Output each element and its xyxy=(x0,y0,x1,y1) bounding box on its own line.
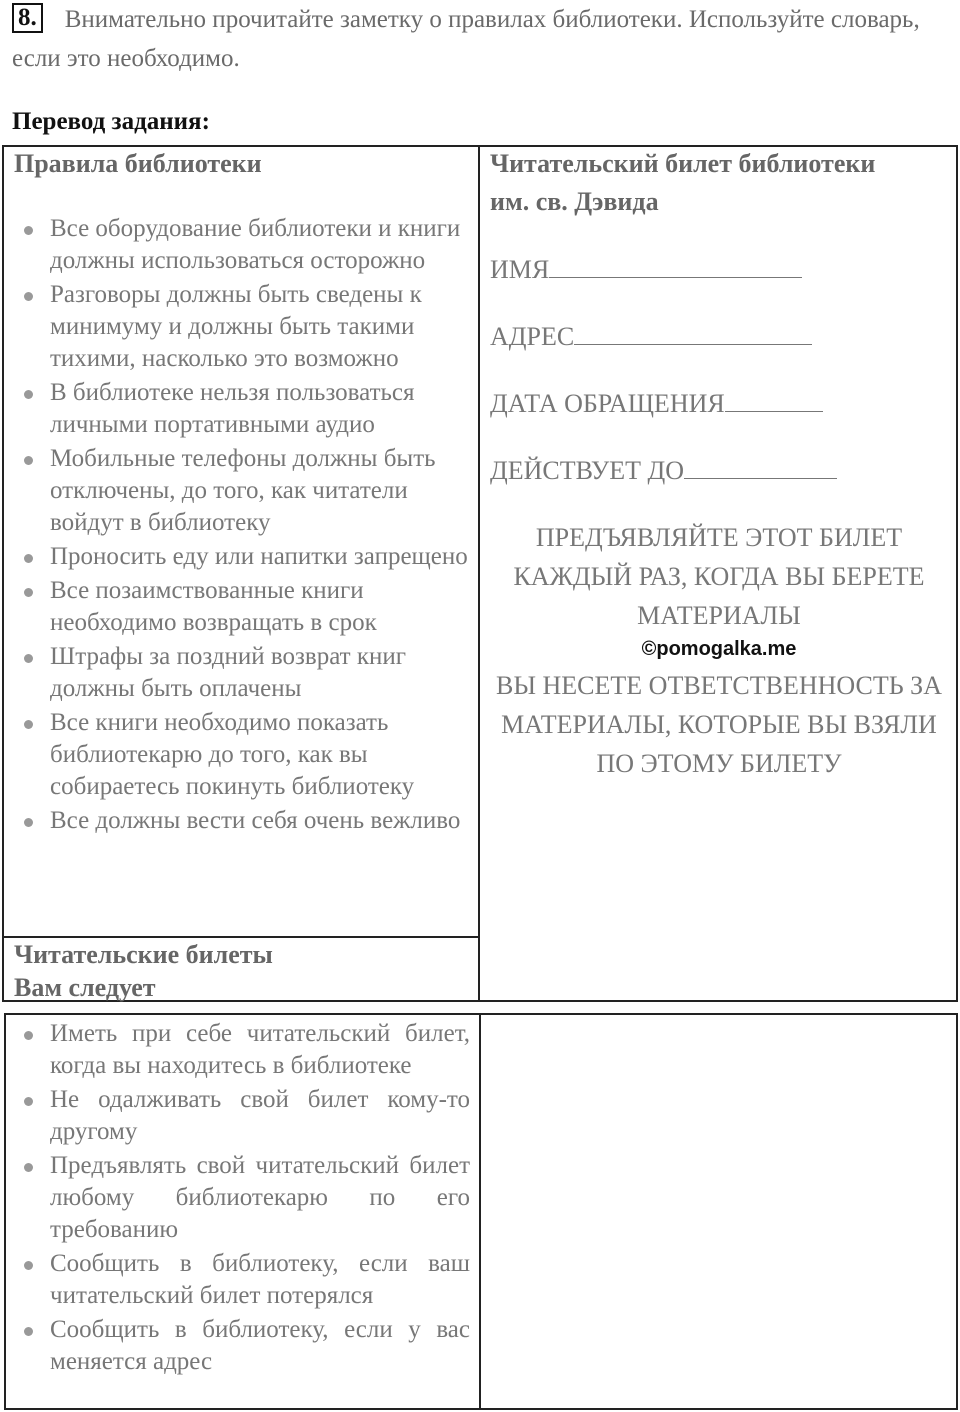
list-item xyxy=(14,1314,470,1378)
bullet-icon xyxy=(24,588,33,597)
card-field-name xyxy=(490,255,948,285)
bullet-icon xyxy=(24,1327,33,1336)
bullet-icon xyxy=(24,456,33,465)
list-item-text: Не одалживать свой билет кому-то другому xyxy=(50,1086,470,1145)
bullet-icon xyxy=(24,1261,33,1270)
library-card-cell xyxy=(490,145,948,783)
list-item-text: Разговоры должны быть сведены к минимуму и должны быть такими тихими, насколько это возможно xyxy=(50,281,422,372)
translation-heading: Перевод задания: xyxy=(12,108,210,135)
bullet-icon xyxy=(24,226,33,235)
card-field-label: ДЕЙСТВУЕТ ДО xyxy=(490,456,685,485)
list-item-text: Иметь при себе читательский билет, когда вы находитесь в библиотеке xyxy=(50,1020,470,1079)
bullet-icon xyxy=(24,1031,33,1040)
fill-line[interactable] xyxy=(725,389,823,412)
task-instruction xyxy=(12,0,948,78)
bullet-icon xyxy=(24,554,33,563)
card-title-line2: им. св. Дэвида xyxy=(490,187,659,216)
bullet-icon xyxy=(24,390,33,399)
list-item-text: Все оборудование библиотеки и книги должны использоваться осторожно xyxy=(50,215,461,274)
bullet-icon xyxy=(24,1163,33,1172)
list-item xyxy=(14,279,470,375)
bullet-icon xyxy=(24,818,33,827)
task-text: Внимательно прочитайте заметку о правилах библиотеки. Используйте словарь, если это необходимо. xyxy=(12,6,920,72)
list-item xyxy=(14,1248,470,1312)
bullet-icon xyxy=(24,292,33,301)
list-item-text: Все книги необходимо показать библиотекарю до того, как вы собираетесь покинуть библиотеку xyxy=(50,709,415,800)
task-number: 8. xyxy=(12,3,43,33)
bullet-icon xyxy=(24,1097,33,1106)
list-item-text: Мобильные телефоны должны быть отключены, до того, как читатели войдут в библиотеку xyxy=(50,445,436,536)
rules-cell xyxy=(14,145,470,839)
card-notice-present: ПРЕДЪЯВЛЯЙТЕ ЭТОТ БИЛЕТ КАЖДЫЙ РАЗ, КОГДА ВЫ БЕРЕТЕ МАТЕРИАЛЫ xyxy=(513,523,925,630)
tickets-title: Читательские билеты xyxy=(14,940,273,969)
rules-title: Правила библиотеки xyxy=(14,149,262,178)
bullet-icon xyxy=(24,720,33,729)
list-item xyxy=(14,377,470,441)
tickets-heading-cell xyxy=(14,938,470,1004)
lower-table-divider xyxy=(479,1013,481,1410)
list-item xyxy=(14,1018,470,1082)
list-item-text: Проносить еду или напитки запрещено xyxy=(50,543,468,570)
card-field-label: ИМЯ xyxy=(490,255,550,284)
fill-line[interactable] xyxy=(549,255,802,278)
list-item xyxy=(14,213,470,277)
list-item xyxy=(14,1084,470,1148)
card-title-line1: Читательский билет библиотеки xyxy=(490,149,876,178)
list-item xyxy=(14,805,470,837)
list-item-text: Предъявлять свой читательский билет любому библиотекарю по его требованию xyxy=(50,1152,470,1243)
list-item-text: Штрафы за поздний возврат книг должны быть оплачены xyxy=(50,643,407,702)
tickets-subtitle: Вам следует xyxy=(14,973,156,1002)
list-item-text: В библиотеке нельзя пользоваться личными портативными аудио xyxy=(50,379,415,438)
card-field-valid-until xyxy=(490,456,948,486)
list-item xyxy=(14,443,470,539)
list-item xyxy=(14,641,470,705)
fill-line[interactable] xyxy=(684,456,837,479)
list-item xyxy=(14,1150,470,1246)
list-item xyxy=(14,541,470,573)
list-item-text: Сообщить в библиотеку, если ваш читательский билет потерялся xyxy=(50,1250,470,1309)
list-item xyxy=(14,575,470,639)
list-item-text: Все должны вести себя очень вежливо xyxy=(50,807,461,834)
fill-line[interactable] xyxy=(574,322,812,345)
list-item-text: Все позаимствованные книги необходимо возвращать в срок xyxy=(50,577,377,636)
list-item-text: Сообщить в библиотеку, если у вас меняется адрес xyxy=(50,1316,470,1375)
list-item xyxy=(14,707,470,803)
card-field-label: ДАТА ОБРАЩЕНИЯ xyxy=(490,389,725,418)
tickets-list xyxy=(14,1018,470,1378)
card-notice-responsibility: ВЫ НЕСЕТЕ ОТВЕТСТВЕННОСТЬ ЗА МАТЕРИАЛЫ, КОТОРЫЕ ВЫ ВЗЯЛИ ПО ЭТОМУ БИЛЕТУ xyxy=(496,671,942,778)
upper-table-divider xyxy=(478,145,480,1002)
tickets-cell xyxy=(14,1018,470,1380)
watermark: ©pomogalka.me xyxy=(641,638,797,660)
card-field-issue-date xyxy=(490,389,948,419)
bullet-icon xyxy=(24,654,33,663)
card-field-address xyxy=(490,322,948,352)
rules-list xyxy=(14,213,470,837)
card-field-label: АДРЕС xyxy=(490,322,575,351)
